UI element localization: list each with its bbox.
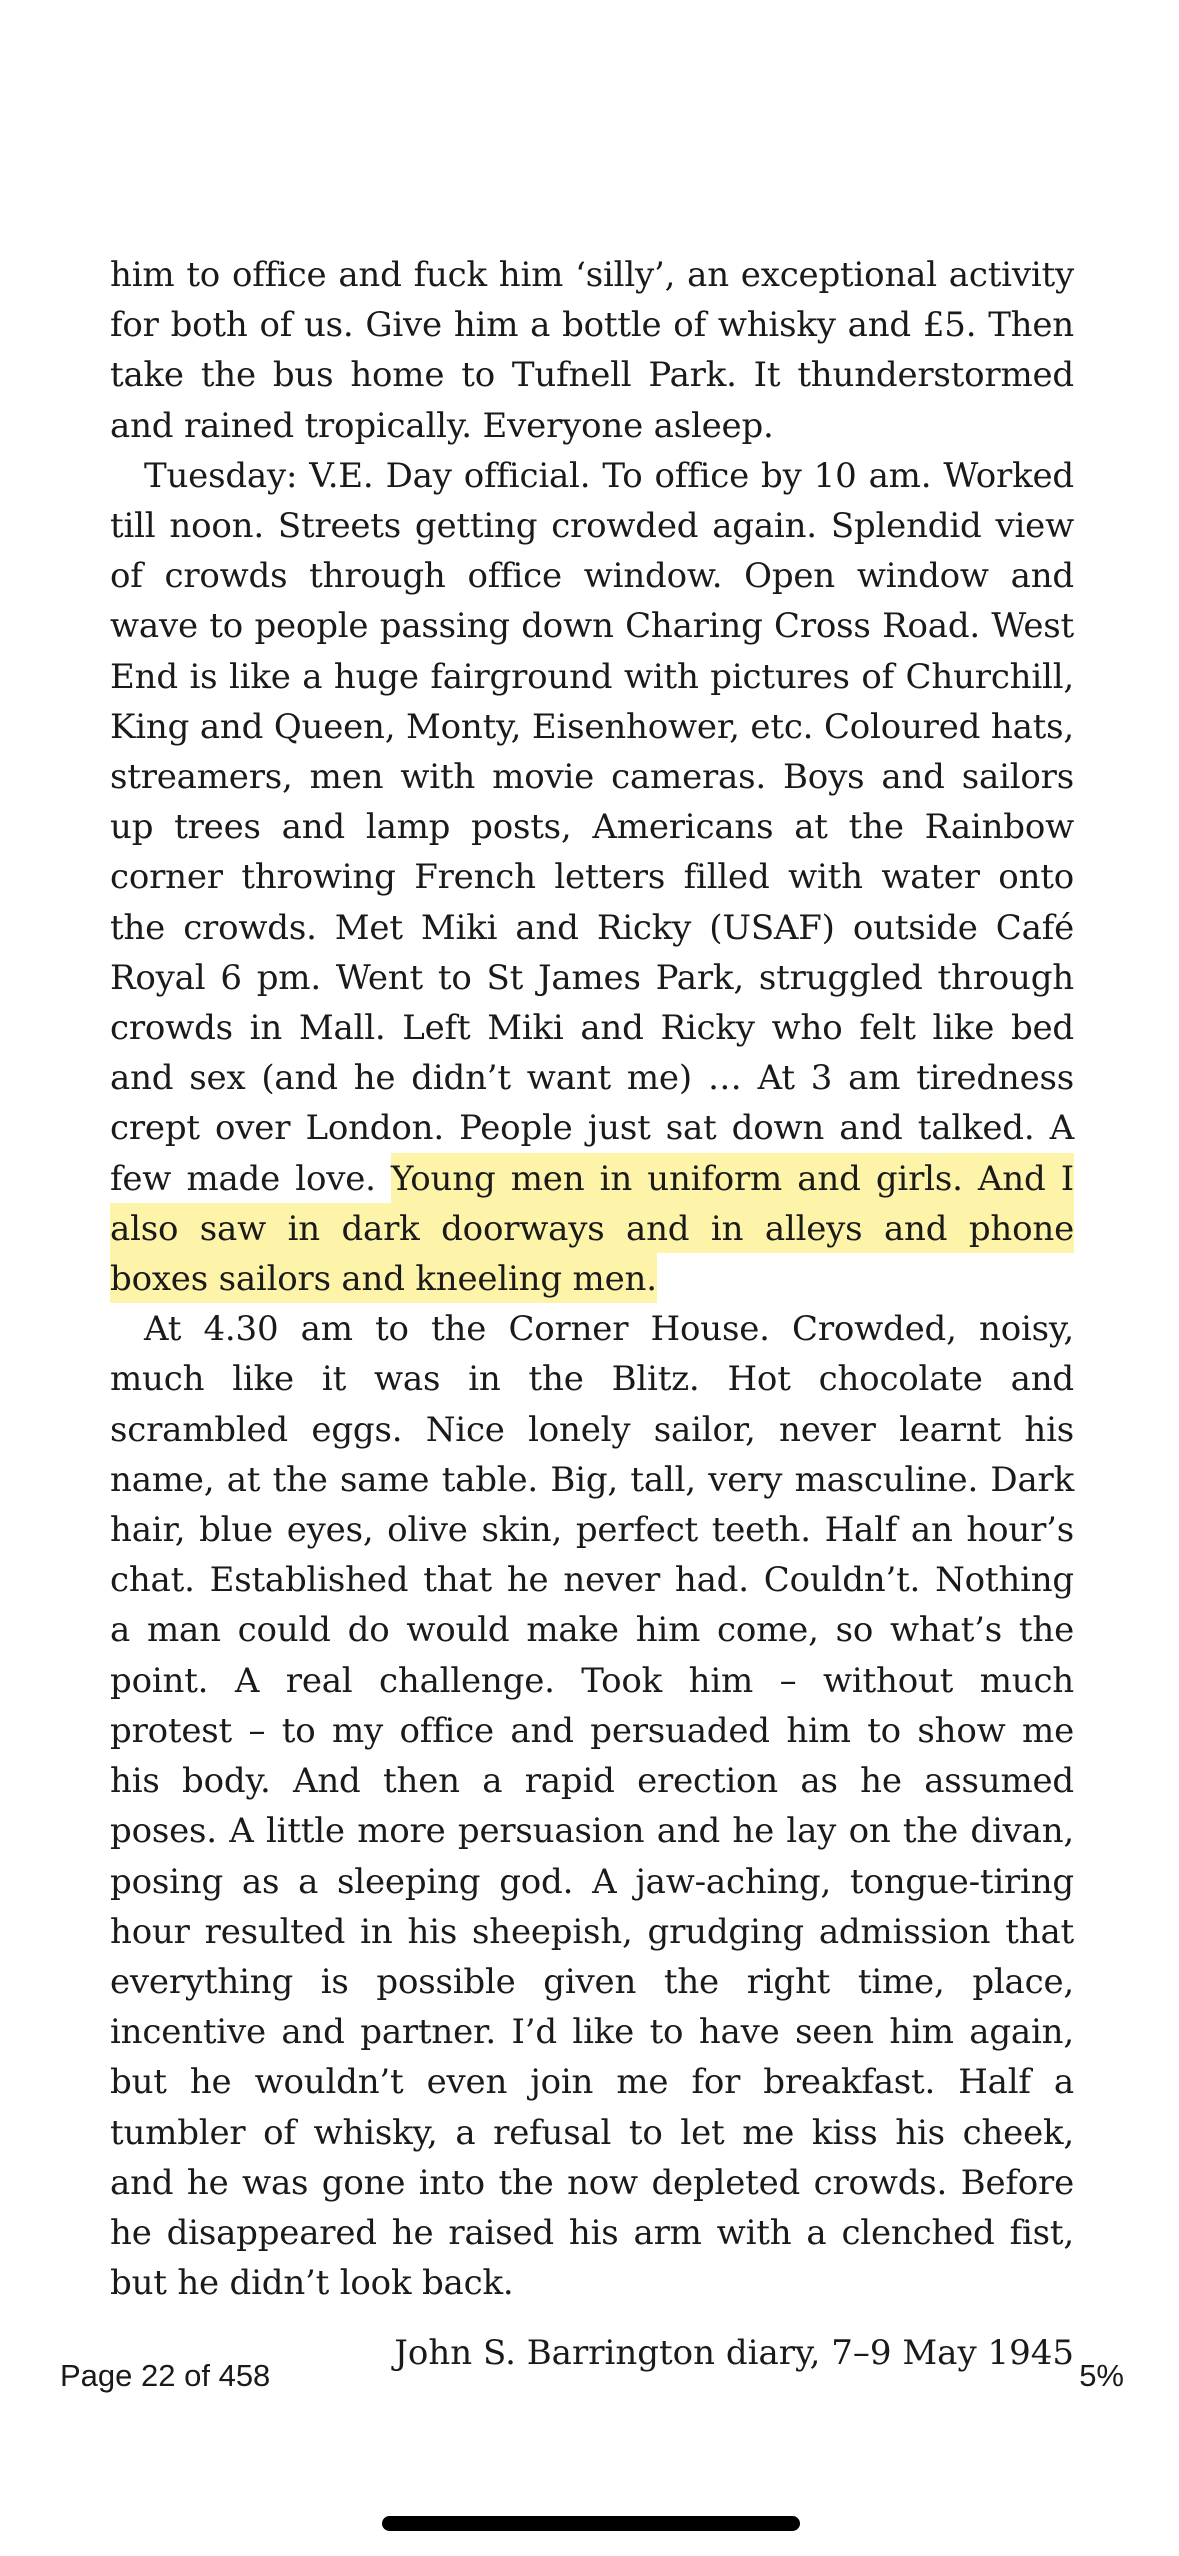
text-segment: him to office and fuck him ‘silly’, an exceptional activity for both of us. Give him a bottle of whisky and £5. Then take the bus home to Tufnell Park. It thunderstormed and rained tropically. Everyone asleep. xyxy=(110,255,1074,446)
attribution: John S. Barrington diary, 7–9 May 1945 xyxy=(394,2333,1074,2374)
home-indicator[interactable] xyxy=(382,2516,800,2531)
progress-percent: 5% xyxy=(1079,2358,1124,2393)
paragraph xyxy=(110,451,1074,1304)
reading-area[interactable] xyxy=(110,250,1074,2378)
paragraph xyxy=(110,250,1074,451)
paragraph xyxy=(110,1304,1074,2308)
text-segment: At 4.30 am to the Corner House. Crowded, noisy, much like it was in the Blitz. Hot chocolate and scrambled eggs. Nice lonely sailor, never learnt his name, at the same table. Big, tall, very masculine. Dark hair, blue eyes, olive skin, perfect teeth. Half an hour’s chat. Established that he never had. Couldn’t. Nothing a man could do would make him come, so what’s the point. A real challenge. Took him – without much protest – to my office and persuaded him to show me his body. And then a rapid erection as he assumed poses. A little more persuasion and he lay on the divan, posing as a sleeping god. A jaw-aching, tongue-tiring hour resulted in his sheepish, grudging admission that everything is possible given the right time, place, incentive and partner. I’d like to have seen him again, but he wouldn’t even join me for breakfast. Half a tumbler of whisky, a refusal to let me kiss his cheek, and he was gone into the now depleted crowds. Before he disappeared he raised his arm with a clenched fist, but he didn’t look back. xyxy=(110,1309,1074,2304)
highlighted-passage[interactable]: Young men in uniform and girls. And I also saw in dark doorways and in alleys and phone boxes sailors and kneeling men. xyxy=(110,1153,1074,1303)
page-indicator: Page 22 of 458 xyxy=(60,2358,271,2393)
text-segment: Tuesday: V.E. Day official. To office by 10 am. Worked till noon. Streets getting crowded again. Splendid view of crowds through office window. Open window and wave to people passing down Charing Cross Road. West End is like a huge fairground with pictures of Churchill, King and Queen, Monty, Eisenhower, etc. Coloured hats, streamers, men with movie cameras. Boys and sailors up trees and lamp posts, Americans at the Rainbow corner throwing French letters filled with water onto the crowds. Met Miki and Ricky (USAF) outside Café Royal 6 pm. Went to St James Park, struggled through crowds in Mall. Left Miki and Ricky who felt like bed and sex (and he didn’t want me) … At 3 am tiredness crept over London. People just sat down and talked. A few made love. xyxy=(110,455,1074,1199)
